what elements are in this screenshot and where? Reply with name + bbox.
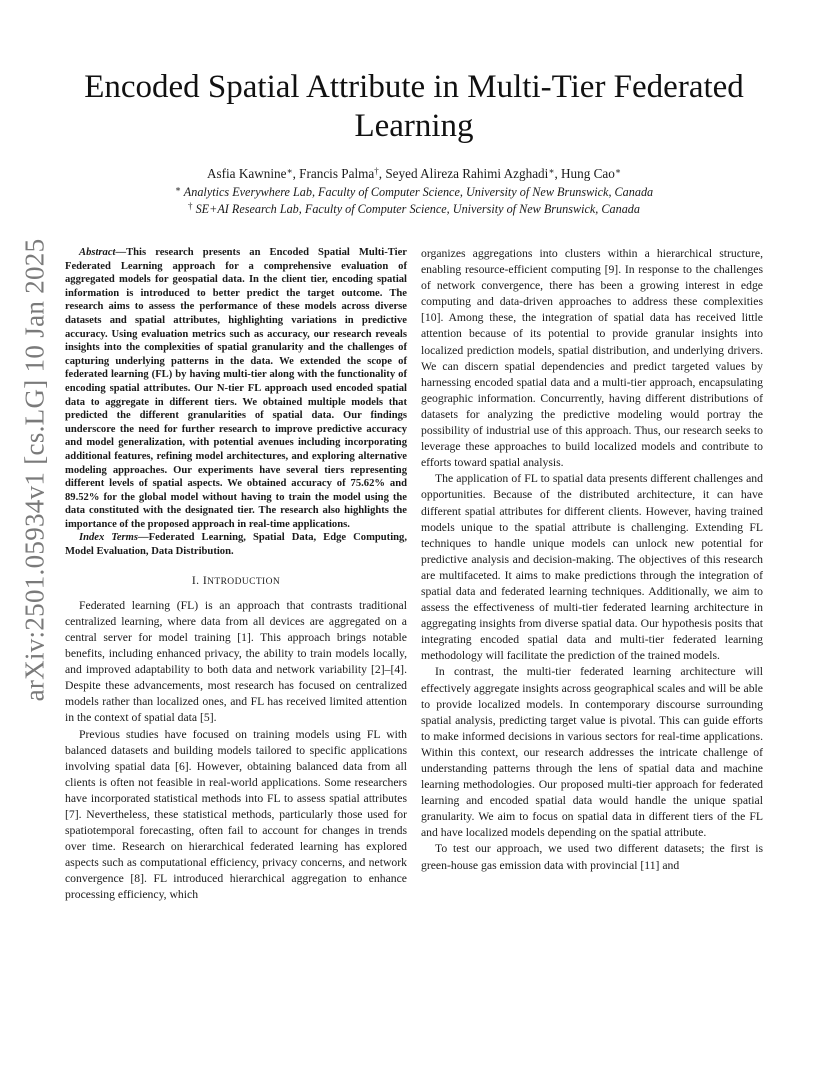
affiliation-mark: † (374, 166, 379, 176)
index-terms (65, 531, 407, 558)
author-name: Asfia Kawnine (206, 166, 287, 181)
author-list: Asfia Kawnine∗, Francis Palma†, Seyed Alireza Rahimi Azghadi∗, Hung Cao∗ (206, 166, 622, 181)
arxiv-identifier: arXiv:2501.05934v1 [cs.LG] 10 Jan 2025 (19, 238, 50, 702)
paper-title: Encoded Spatial Attribute in Multi-Tier Federated Learning (84, 69, 744, 144)
section-title-initial: I (202, 573, 208, 587)
left-column (65, 246, 407, 904)
arxiv-stamp (0, 0, 70, 1072)
body-paragraph: Previous studies have focused on training models using FL with balanced datasets and building models tailored to specific applications involving spatial data [6]. However, obtaining balanced data from all clients is often not feasible in real-world applications. Some researchers have incorporated statistical methods into FL to assess spatial attributes [7]. Nevertheless, these statistical methods, particularly those used for spatiotemporal forecasting, often fail to account for changes in trends over time. Research on hierarchical federated learning has explored aspects such as computational efficiency, privacy concerns, and network convergence [8]. FL introduced hierarchical aggregation to enhance processing efficiency, which (65, 727, 407, 902)
section-heading (65, 573, 407, 590)
section-title-rest: NTRODUCTION (207, 576, 281, 587)
author-name: Hung Cao (561, 166, 615, 181)
affiliation-mark: ∗ (548, 166, 555, 176)
abstract-label: Abstract (79, 247, 116, 258)
affiliation-text: Analytics Everywhere Lab, Faculty of Computer Science, University of New Brunswick, Canada (183, 185, 654, 199)
body-paragraph: Federated learning (FL) is an approach that contrasts traditional centralized learning, where data from all devices are aggregated on a central server for model training [1]. This approach brings notable benefits, including enhanced privacy, the ability to train models locally, and improved adaptability to both data and network variability [2]–[4]. Despite these advancements, most research has focused on centralized models rather than localized ones, and FL has received limited attention in the context of spatial data [5]. (65, 598, 407, 725)
abstract (65, 246, 407, 531)
body-paragraph: The application of FL to spatial data presents different challenges and opportunities. Because of the distributed architecture, it can have different spatial attributes for different clients. However, having trained models unique to the spatial attribute is challenging. Extending FL techniques to handle unique models can unlock new potential for predictive analysis and decision-making. The objectives of this research are multifaceted. It aims to make predictions through the integration of spatial data and federated learning techniques. Additionally, we aim to assess the effectiveness of multi-tier federated learning architecture in aggregating insights from diverse spatial data. Our hypothesis posits that integrating encoded spatial data and multi-tier federated learning methodology will facilitate the prediction of the trained models. (421, 472, 763, 663)
body-paragraph: In contrast, the multi-tier federated learning architecture will effectively aggregate insights across geographical scales and will be able to provide localized models. In contemporary discourse surrounding spatial analysis, predicting target value is pivotal. This can guide efforts to make informed decisions in various sectors for real-time applications. Within this context, our research addresses the intricate challenge of understanding patterns through the lens of spatial data and machine learning methodologies. Our proposed multi-tier approach for federated learning and encoded spatial data would handle the unique spatial granularity. We aim to focus on spatial data in different tiers of the FL and have localized models depending on the spatial attribute. (421, 665, 763, 840)
section-number: I. (191, 573, 200, 587)
affiliation-line (70, 198, 758, 218)
affiliation-mark: ∗ (614, 166, 622, 176)
affiliation-mark: ∗ (174, 184, 181, 194)
index-terms-text: —Federated Learning, Spatial Data, Edge Computing, Model Evaluation, Data Distribution. (65, 532, 407, 558)
abstract-text: —This research presents an Encoded Spatial Multi-Tier Federated Learning approach for a comprehensive evaluation of aggregated models for geospatial data. In the client tier, encoding spatial information is introduced to better predict the target outcome. The research aims to assess the performance of these models across diverse datasets and spatial attributes, highlighting variations in predictive accuracy. Using evaluation metrics such as accuracy, our research reveals insights into the complexities of spatial granularity and the challenges of capturing underlying patterns in the data. We extended the scope of federated learning (FL) by having multi-tier along with the functionality of encoding spatial attributes. Our N-tier FL approach used encoded spatial data to aggregate in different tiers. We obtained multiple models that predicted the different granularities of spatial data. Our findings underscore the need for further research to improve predictive accuracy and model generalization, with potential avenues including incorporating additional features, refining model architectures, and exploring alternative modeling approaches. Our experiments have several tiers representing different levels of spatial aspects. We obtained accuracy of 75.62% and 89.52% for the global model without having to train the model using the data constituted with the designated tier. The research also highlights the importance of the proposed approach in real-time applications. (65, 247, 407, 530)
right-column (421, 246, 763, 874)
affiliation-mark: ∗ (286, 166, 293, 176)
author-name: Seyed Alireza Rahimi Azghadi (385, 166, 549, 181)
affiliation-mark: † (188, 201, 193, 211)
author-name: Francis Palma (299, 166, 375, 181)
index-terms-label: Index Terms (79, 532, 139, 544)
affiliation-text: SE+AI Research Lab, Faculty of Computer Science, University of New Brunswick, Canada (195, 202, 640, 216)
body-paragraph: organizes aggregations into clusters within a hierarchical structure, enabling resource-efficient computing [9]. In response to the challenges of network convergence, there has been a growing interest in edge computing and data-driven approaches to address these complexities [10]. Among these, the integration of spatial data has received little attention because of its potential to provide granular insights into localized prediction models, spatial distribution, and underlying drivers. We can discern spatial dependencies and predict targeted values by harnessing encoded spatial data and a multi-tier approach, encapsulating geographic information. Concurrently, having different distributions of datasets for analyzing the predictive modeling would portray the possibility of industrial use of this approach. Thus, our research seeks to leverage these approaches to build localized models and contribute to efforts toward spatial analysis. (421, 247, 763, 470)
body-paragraph: To test our approach, we used two different datasets; the first is green-house gas emission data with provincial [11] and (421, 842, 763, 872)
